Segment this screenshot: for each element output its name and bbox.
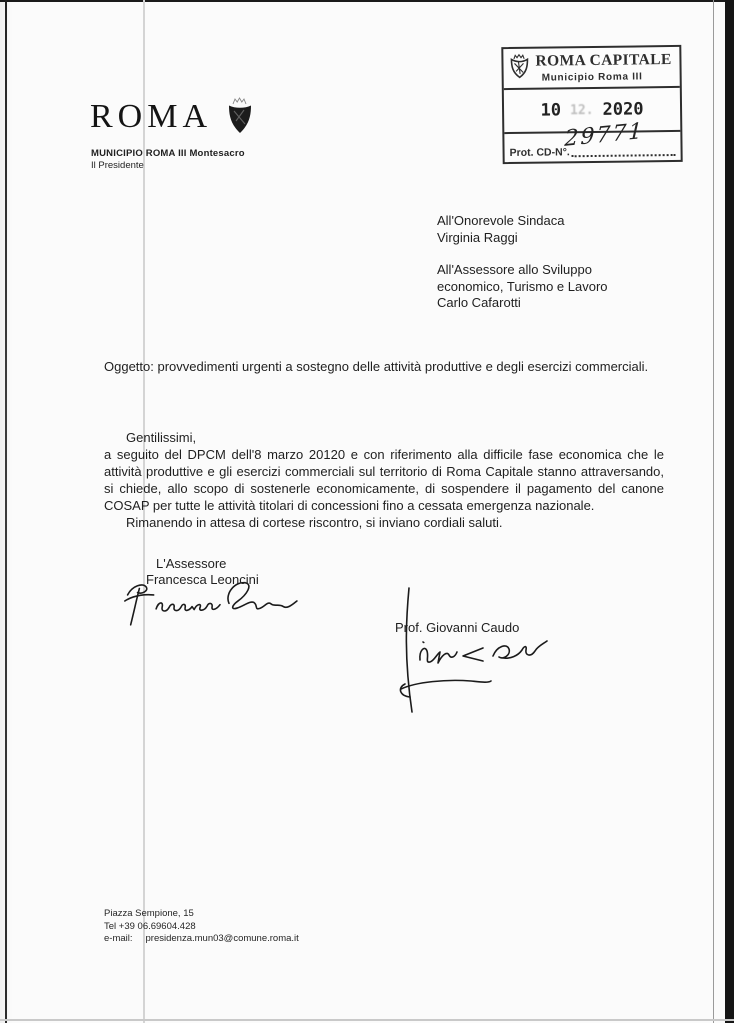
recipient-line: Carlo Cafarotti [437, 295, 521, 310]
footer-phone: Tel +39 06.69604.428 [104, 920, 196, 932]
roma-logo-shield-icon [225, 96, 255, 143]
recipient-assessore [437, 262, 608, 312]
letterhead-department: MUNICIPIO ROMA III Montesacro [91, 148, 245, 159]
subject-text: provvedimenti urgenti a sostegno delle attività produttive e degli esercizi commerciali. [157, 359, 649, 374]
letterhead-office-title: Il Presidente [91, 160, 144, 171]
stamp-header [503, 47, 679, 90]
signer-name-presidente: Prof. Giovanni Caudo [395, 620, 520, 635]
scan-right-black-bar [725, 0, 734, 1023]
stamp-date-month-faded: 12. [569, 102, 594, 118]
stamp-date-year: 2020 [602, 99, 644, 120]
signer-name: Francesca Leoncini [146, 572, 259, 587]
recipient-line: All'Assessore allo Sviluppo [437, 262, 592, 277]
stamp-office-name: Municipio Roma III [541, 71, 643, 84]
francesca-leoncini-handwritten-signature [122, 574, 299, 635]
footer-contact-block [104, 908, 299, 946]
signer-title: L'Assessore [156, 556, 227, 571]
roma-logo-wordmark: ROMA [90, 98, 213, 135]
protocol-stamp [501, 45, 682, 164]
recipient-line: All'Onorevole Sindaca [437, 213, 565, 228]
letter-body [104, 429, 664, 531]
salutation: Gentilissimi, [126, 430, 197, 445]
recipients-block [437, 213, 608, 312]
protocol-label: Prot. CD-N°. [509, 145, 570, 159]
footer-email-label: e-mail: [104, 933, 133, 944]
stamp-protocol-row [504, 118, 680, 162]
scan-right-edge-line [713, 0, 714, 1023]
subject-label: Oggetto: [104, 359, 154, 374]
footer-email-line [104, 933, 299, 946]
stamp-header-text [535, 52, 672, 83]
protocol-number-handwritten: 29771 [564, 118, 645, 152]
footer-email-value: presidenza.mun03@comune.roma.it [145, 933, 299, 944]
recipient-sindaca [437, 213, 608, 246]
recipient-line: economico, Turismo e Lavoro [437, 278, 608, 294]
stamp-date-day: 10 [540, 100, 562, 121]
footer-address: Piazza Sempione, 15 [104, 908, 194, 919]
scan-bottom-edge [0, 1019, 734, 1021]
recipient-line: Virginia Raggi [437, 229, 518, 245]
giovanni-caudo-handwritten-signature [396, 586, 566, 721]
scan-left-edge-line [5, 0, 7, 1023]
body-paragraph: a seguito del DPCM dell'8 marzo 20120 e con riferimento alla difficile fase economica che le attività produttive e gli esercizi commerciali sul territorio di Roma Capitale stanno attraversando, si chiede, allo scopo di sostenerle economicamente, di sospendere il pagamento del canone COSAP per tutte le attività titolari di concessioni fino a cessata emergenza nazionale. [104, 447, 664, 513]
subject-line [104, 358, 727, 375]
scan-top-edge [0, 0, 734, 2]
roma-capitale-shield-icon [509, 53, 529, 85]
closing-line: Rimanendo in attesa di cortese riscontro, si inviano cordiali saluti. [126, 515, 503, 530]
stamp-org-name: ROMA CAPITALE [535, 51, 672, 70]
